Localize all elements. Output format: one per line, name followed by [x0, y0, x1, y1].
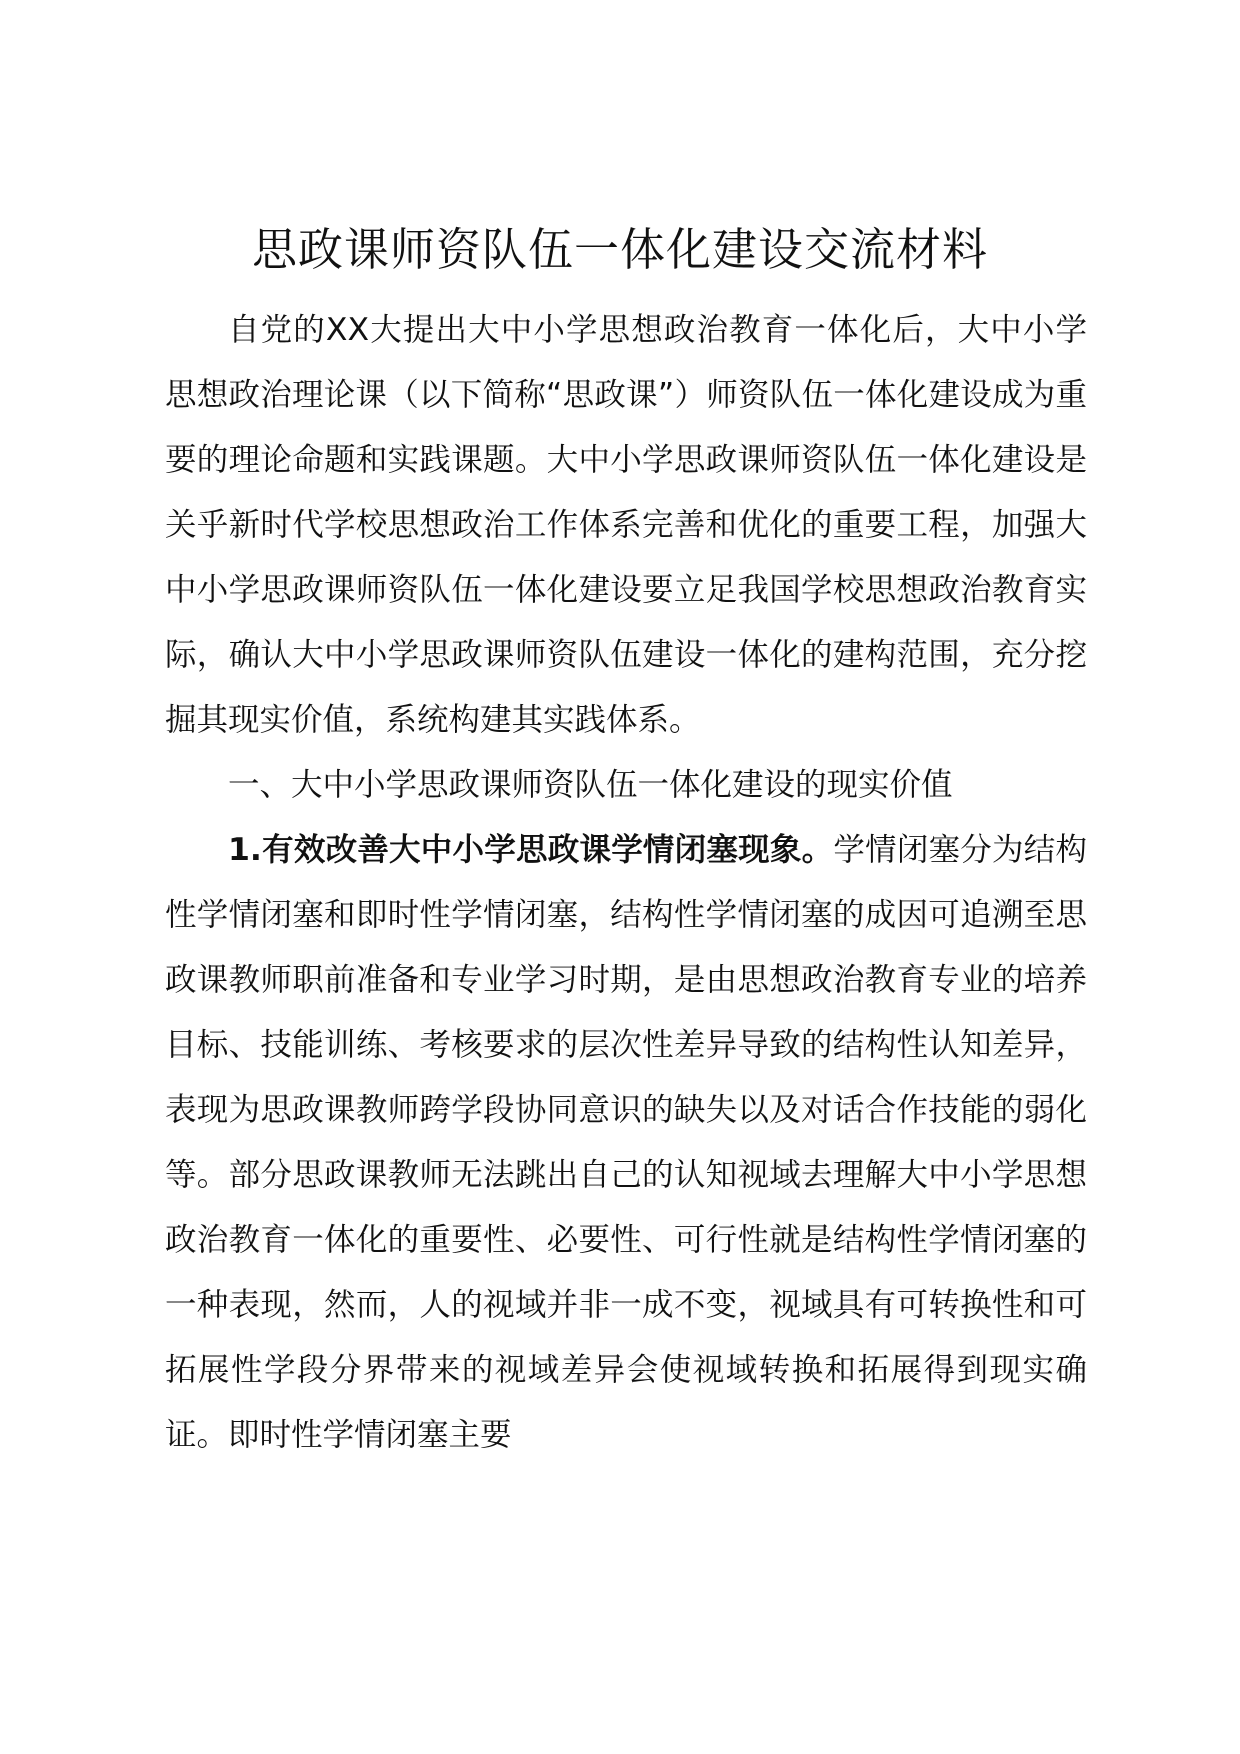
document-body	[165, 298, 1087, 1468]
intro-paragraph: 自党的XX大提出大中小学思想政治教育一体化后，大中小学思想政治理论课（以下简称“思政课”）师资队伍一体化建设成为重要的理论命题和实践课题。大中小学思政课师资队伍一体化建设是关乎新时代学校思想政治工作体系完善和优化的重要工程，加强大中小学思政课师资队伍一体化建设要立足我国学校思想政治教育实际，确认大中小学思政课师资队伍建设一体化的建构范围，充分挖掘其现实价值，系统构建其实践体系。	[165, 312, 1087, 738]
document-title: 思政课师资队伍一体化建设交流材料	[251, 223, 988, 276]
section-heading: 一、大中小学思政课师资队伍一体化建设的现实价值	[228, 767, 953, 803]
point-paragraph	[165, 818, 1087, 1468]
point-text: 学情闭塞分为结构性学情闭塞和即时性学情闭塞，结构性学情闭塞的成因可追溯至思政课教师职前准备和专业学习时期，是由思想政治教育专业的培养目标、技能训练、考核要求的层次性差异导致的结构性认知差异，表现为思政课教师跨学段协同意识的缺失以及对话合作技能的弱化等。部分思政课教师无法跳出自己的认知视域去理解大中小学思想政治教育一体化的重要性、必要性、可行性就是结构性学情闭塞的一种表现，然而，人的视域并非一成不变，视域具有可转换性和可拓展性学段分界带来的视域差异会使视域转换和拓展得到现实确证。即时性学情闭塞主要	[165, 832, 1087, 1453]
point-lead: 1.有效改善大中小学思政课学情闭塞现象。	[228, 832, 834, 868]
